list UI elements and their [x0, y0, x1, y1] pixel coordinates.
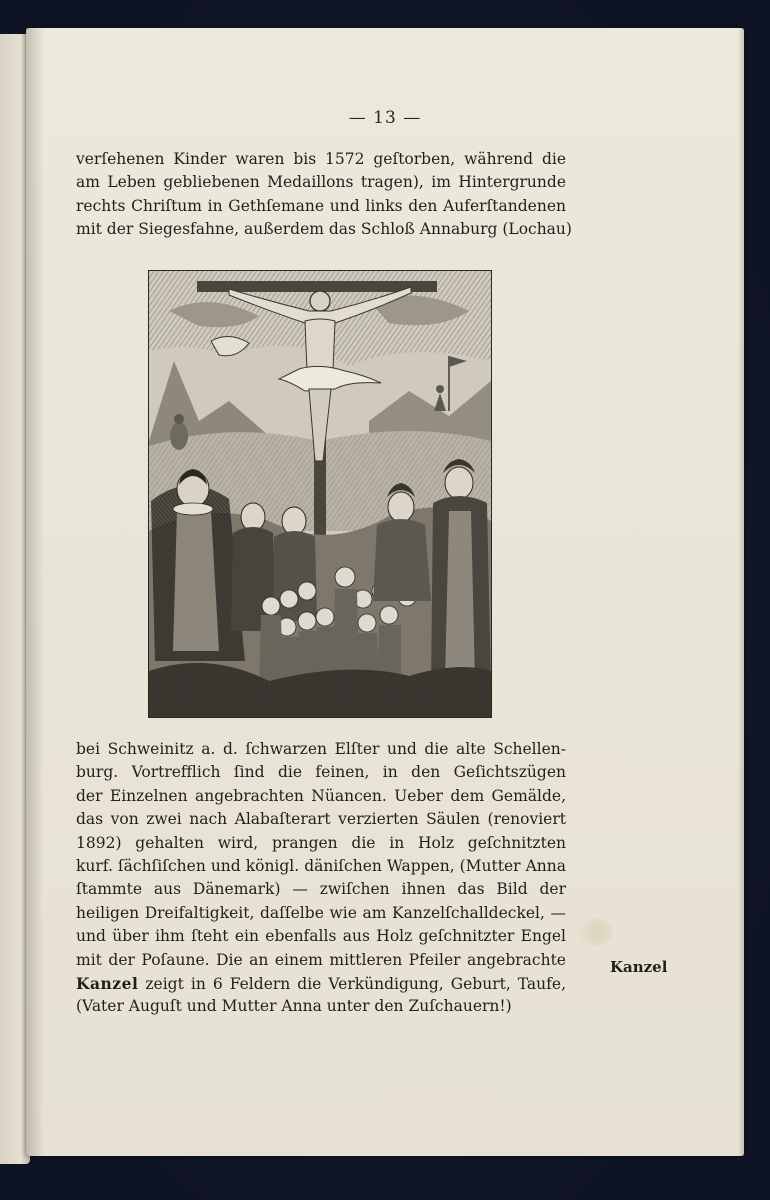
page-number: — 13 — — [348, 108, 422, 128]
text-line: und über ihm ſteht ein ebenfalls aus Holz geſchnitzter Engel — [76, 927, 566, 946]
text-line: das von zwei nach Alabaſterart verzierten Säulen (renoviert — [76, 810, 566, 829]
text-line: burg. Vortrefflich ſind die feinen, in den Geſichtszügen — [76, 763, 566, 782]
paragraph-bottom — [76, 738, 566, 1019]
text-line: 1892) gehalten wird, prangen die in Holz geſchnitzten — [76, 833, 566, 852]
text-line: heiligen Dreifaltigkeit, daſſelbe wie am Kanzelſchalldeckel, — — [76, 903, 566, 922]
text-line: mit der Siegesfahne, außerdem das Schloß Annaburg (Lochau) — [76, 220, 572, 239]
text-line-keyword — [76, 972, 566, 995]
keyword-line-rest: zeigt in 6 Feldern die Verkündigung, Geburt, Taufe, — [138, 974, 566, 993]
illustration-crucifixion — [148, 270, 492, 718]
text-line: bei Schweinitz a. d. ſchwarzen Elſter und die alte Schellen- — [76, 740, 566, 758]
text-line: mit der Poſaune. Die an einem mittleren Pfeiler angebrachte — [76, 950, 566, 969]
text-line: kurf. ſächſiſchen und königl. däniſchen Wappen, (Mutter Anna — [76, 856, 566, 875]
text-line: rechts Chriſtum in Gethſemane und links den Auferſtandenen — [76, 196, 566, 215]
text-line: am Leben gebliebenen Medaillons tragen), im Hintergrunde — [76, 173, 566, 192]
paper-stain — [580, 918, 614, 946]
text-line: (Vater Auguſt und Mutter Anna unter den Zuſchauern!) — [76, 997, 512, 1016]
margin-note: Kanzel — [610, 958, 668, 976]
text-line: ſtammte aus Dänemark) — zwiſchen ihnen das Bild der — [76, 880, 566, 899]
text-line: der Einzelnen angebrachten Nüancen. Ueber dem Gemälde, — [76, 786, 566, 805]
keyword-kanzel: Kanzel — [76, 973, 139, 993]
paragraph-top — [76, 148, 572, 242]
text-line: verſehenen Kinder waren bis 1572 geſtorben, während die — [76, 150, 566, 168]
